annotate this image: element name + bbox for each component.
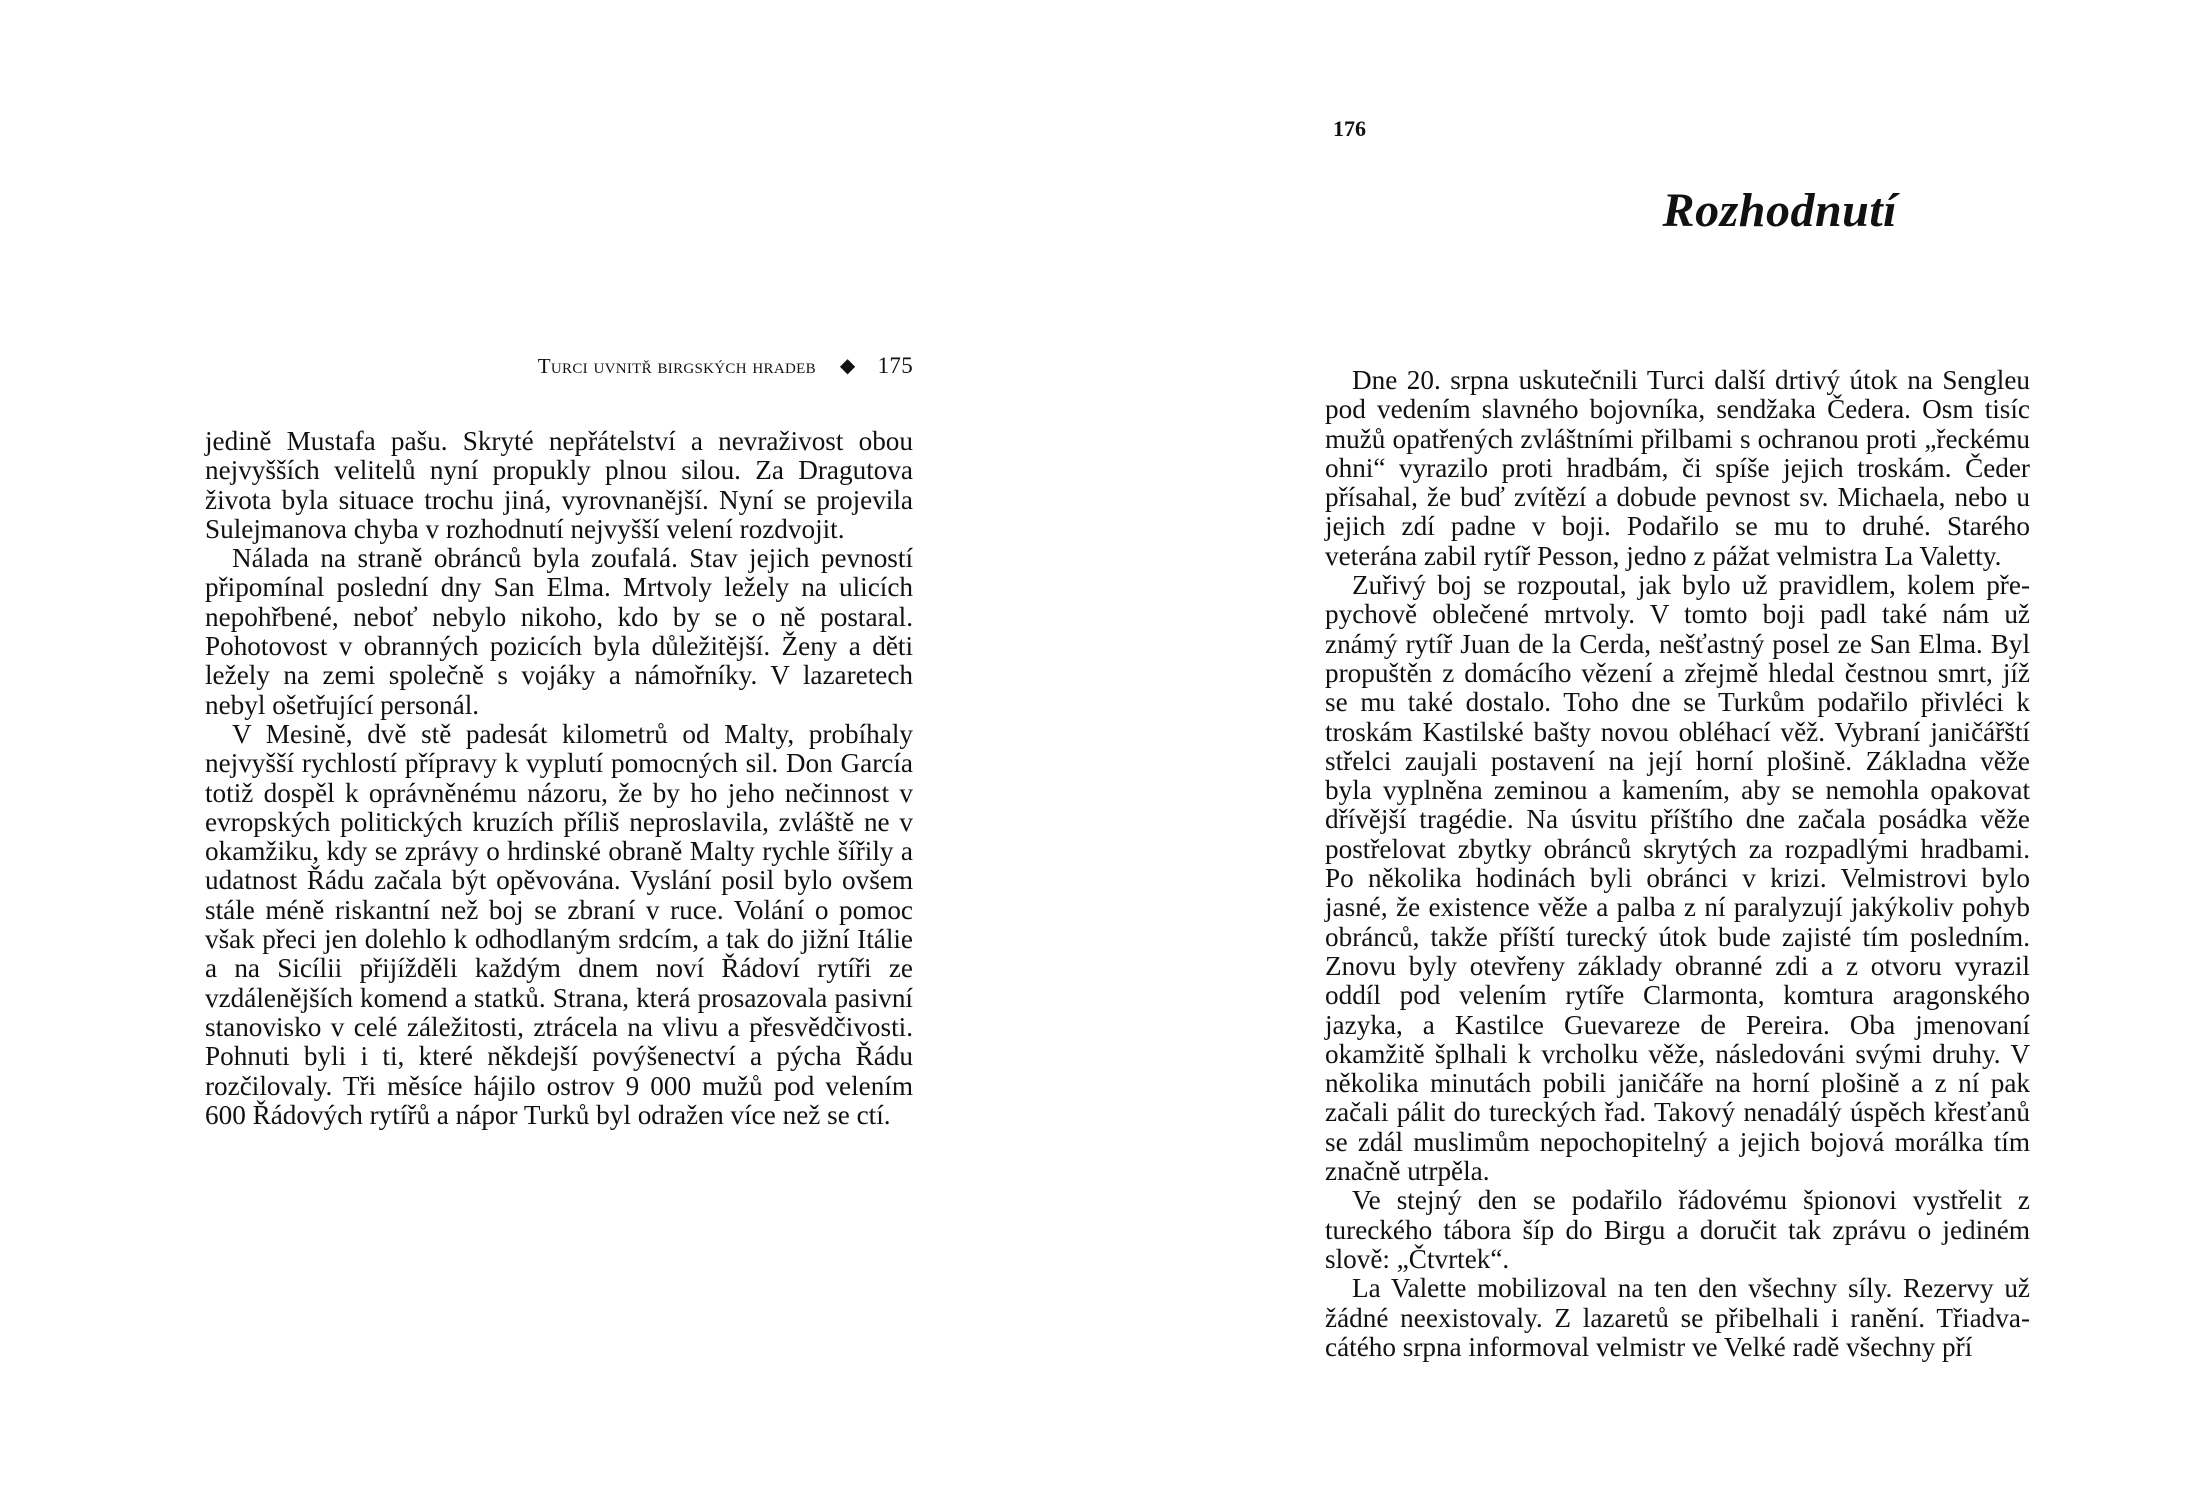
paragraph: La Valette mobilizoval na ten den všechny síly. Rezervy už žádné neexistovaly. Z lazaretů se přibelhali i ranění. Třiadvacátého srpna informoval velmistr ve Velké radě všechny pří [1325, 1273, 2030, 1362]
diamond-ornament-icon: ◆ [839, 355, 856, 377]
paragraph: jedině Mustafa pašu. Skryté nepřátelství a nevraživost obou nejvyšších velitelů nyní propukly plnou silou. Za Dragutova života byla situace trochu jiná, vyrovnanější. Nyní se projevila Sulejmanova chyba v rozhodnutí nejvyšší velení rozdvojit. [205, 426, 913, 544]
right-page [1105, 0, 2210, 1500]
paragraph: Ve stejný den se podařilo řádovému špionovi vystřelit z tureckého tábora šíp do Birgu a doručit tak zprávu o jediném slově: „Čtvrtek“. [1325, 1185, 2030, 1274]
right-body-text [1325, 366, 2030, 1362]
page-number-right: 176 [1333, 116, 1366, 141]
paragraph: Nálada na straně obránců byla zoufalá. Stav jejich pevností připomínal poslední dny San Elma. Mrtvoly ležely na ulicích nepohřbené, neboť nebylo nikoho, kdo by se o ně postaral. Pohotovost v obranných pozicích byla důležitější. Ženy a děti ležely na zemi společně s vojáky a námořníky. V lazaretech nebyl ošetřující personál. [205, 543, 913, 720]
running-head-title: Turci uvnitř birgských hradeb [537, 354, 816, 378]
paragraph: V Mesině, dvě stě padesát kilometrů od Malty, probíhaly nejvyšší rychlostí přípravy k vyplutí pomocných sil. Don García totiž dospěl k oprávněnému názoru, že by ho jeho nečinnost v evropských politických kruzích příliš neproslavila, zvláště ne v okamžiku, kdy se zprávy o hrdinské obraně Malty rychle šířily a udatnost Řádu začala být opěvována. Vyslání posil bylo ovšem stále méně riskantní než boj se zbraní v ruce. Volání o pomoc však přeci jen dolehlo k odhodlaným srdcím, a tak do jižní Itálie a na Sicílii přijížděli každým dnem noví Řádoví rytíři ze vzdálenějších komend a statků. Strana, která prosazovala pasivní stanovisko v celé záležitosti, ztrácela na vlivu a přesvědčivosti. Pohnuti byli i ti, které někdejší povýšenectví a pýcha Řádu rozčilovaly. Tři měsíce hájilo ostrov 9 000 mužů pod velením 600 Řádových rytířů a nápor Turků byl odražen více než se ctí. [205, 718, 913, 1130]
chapter-title: Rozhodnutí [1662, 184, 1897, 237]
page-number-left: 175 [877, 353, 913, 378]
left-body-text [205, 427, 913, 1130]
running-head [205, 353, 913, 379]
paragraph: Dne 20. srpna uskutečnili Turci další drtivý útok na Sengleu pod vedením slavného bojovníka, sendžaka Čedera. Osm tisíc mužů opatřených zvláštními přilbami s ochranou proti „řeckému ohni“ vyrazilo proti hradbám, či spíše jejich troskám. Čeder přísahal, že buď zvítězí a dobude pevnost sv. Michaela, nebo u jejich zdí padne v boji. Podařilo se mu to druhé. Starého veterána zabil rytíř Pesson, jedno z pážat velmistra La Valetty. [1325, 365, 2030, 571]
paragraph: Zuřivý boj se rozpoutal, jak bylo už pravidlem, kolem přepychově oblečené mrtvoly. V tomto boji padl také nám už známý rytíř Juan de la Cerda, nešťastný posel ze San Elma. Byl propuštěn z domácího vězení a zřejmě hledal čestnou smrt, jíž se mu také dostalo. Toho dne se Turkům podařilo přivléci k troskám Kastilské bašty novou obléhací věž. Vybraní janičářští střelci zaujali postavení na její horní plošině. Základna věže byla vyplněna zeminou a kamením, aby se nemohla opakovat dřívější tragédie. Na úsvitu příštího dne začala posádka věže postřelovat zbytky obránců skrytých za rozpadlými hradbami. Po několika hodinách byli obránci v krizi. Velmistrovi bylo jasné, že existence věže a palba z ní paralyzují jakýkoliv pohyb obránců, takže příští turecký útok bude zajisté tím posledním. Znovu byly otevřeny základy obranné zdi a z otvoru vyrazil oddíl pod velením rytíře Clarmonta, komtura aragonského jazyka, a Kastilce Guevareze de Pereira. Oba jmenovaní okamžitě šplhali k vrcholku věže, následováni svými druhy. V několika minutách pobili janičáře na horní plošině a z ní pak začali pálit do tureckých řad. Takový nenadálý úspěch křesťanů se zdál muslimům nepochopitelný a jejich bojová morálka tím značně utrpěla. [1325, 570, 2030, 1187]
